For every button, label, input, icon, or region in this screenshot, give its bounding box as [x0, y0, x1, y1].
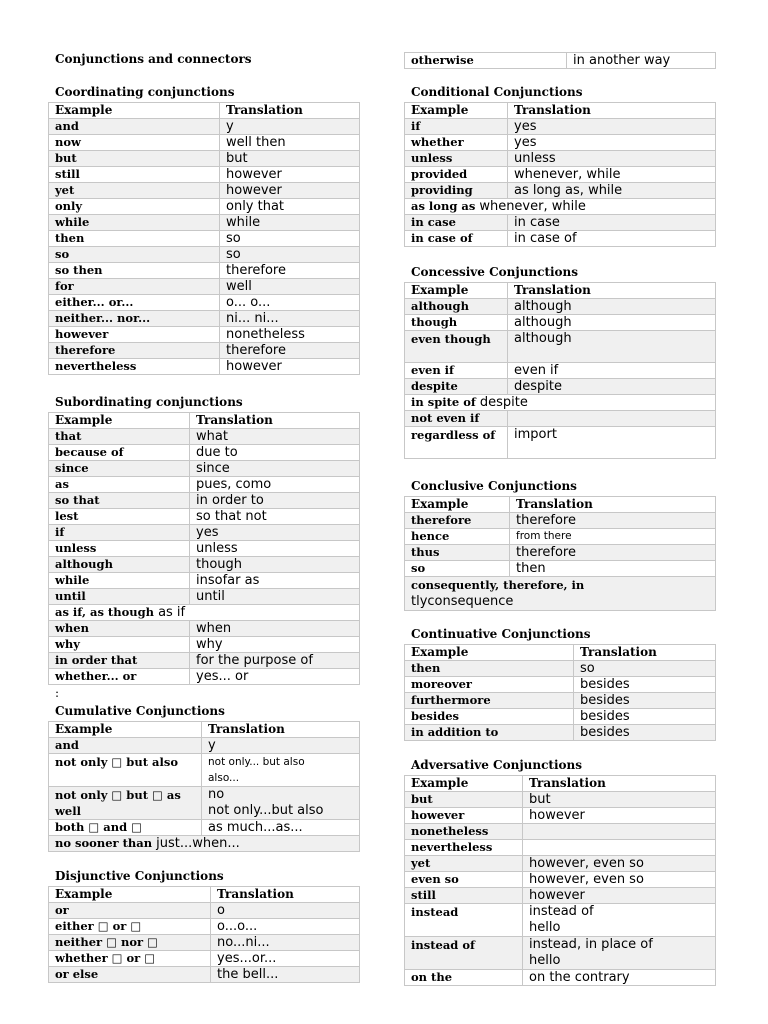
example-cell: despite [405, 379, 508, 395]
example-cell: on the [405, 970, 523, 986]
example-cell: neither... nor... [49, 311, 220, 327]
table-row [49, 935, 360, 951]
example-cell: since [49, 461, 190, 477]
concessive-table [404, 282, 716, 459]
subordinating-table [48, 412, 360, 685]
example-cell: yet [49, 183, 220, 199]
header-example: Example [49, 413, 190, 429]
table-row [405, 904, 716, 937]
cumulative-table [48, 721, 360, 852]
table-row [405, 299, 716, 315]
example-cell: either... or... [49, 295, 220, 311]
translation-cell [523, 840, 716, 856]
example-cell: in case of [405, 231, 508, 247]
translation-cell: the bell... [211, 967, 360, 983]
translation-cell: besides [574, 677, 716, 693]
translation-cell: but [523, 792, 716, 808]
table-row [405, 379, 716, 395]
translation-cell: import [508, 427, 716, 459]
example-cell: that [49, 429, 190, 445]
example-cell: now [49, 135, 220, 151]
table-row [49, 557, 360, 573]
table-row [49, 541, 360, 557]
table-row [49, 215, 360, 231]
table-header-row [405, 283, 716, 299]
header-translation: Translation [508, 283, 716, 299]
translation-cell: so [220, 247, 360, 263]
table-row [49, 653, 360, 669]
translation-cell: only that [220, 199, 360, 215]
translation-cell: so that not [190, 509, 360, 525]
table-row [49, 919, 360, 935]
example-cell: so then [49, 263, 220, 279]
example-cell: moreover [405, 677, 574, 693]
table-row [405, 363, 716, 379]
example-cell: in case [405, 215, 508, 231]
table-row [49, 167, 360, 183]
translation-cell [508, 411, 716, 427]
adversative-table [404, 775, 716, 986]
table-row [49, 509, 360, 525]
translation-cell: yes [508, 135, 716, 151]
table-row [49, 573, 360, 589]
translation-cell: therefore [220, 263, 360, 279]
continuative-table [404, 644, 716, 741]
translation-cell: o...o... [211, 919, 360, 935]
translation-cell: while [220, 215, 360, 231]
table-row [49, 605, 360, 621]
example-cell: not even if [405, 411, 508, 427]
conditional-table [404, 102, 716, 247]
example-cell: if [405, 119, 508, 135]
table-row [49, 311, 360, 327]
translation-cell: however [220, 183, 360, 199]
example-cell: both □ and □ [49, 820, 202, 836]
example-cell: while [49, 573, 190, 589]
table-row [49, 477, 360, 493]
otherwise-table [404, 52, 716, 69]
table-row [49, 820, 360, 836]
header-translation: Translation [202, 722, 360, 738]
translation-cell: until [190, 589, 360, 605]
adversative-title: Adversative Conjunctions [411, 758, 583, 772]
table-row [49, 738, 360, 754]
translation-cell: o... o... [220, 295, 360, 311]
example-cell: while [49, 215, 220, 231]
header-example: Example [49, 103, 220, 119]
translation-cell: nonetheless [220, 327, 360, 343]
example-cell: yet [405, 856, 523, 872]
table-row [405, 151, 716, 167]
example-cell: even so [405, 872, 523, 888]
example-cell: unless [405, 151, 508, 167]
table-row [49, 183, 360, 199]
example-cell: regardless of [405, 427, 508, 459]
translation-cell: but [220, 151, 360, 167]
translation-cell: why [190, 637, 360, 653]
translation-cell: however [220, 359, 360, 375]
translation-text: whenever, while [479, 199, 586, 214]
example-cell: not only □ but □ as well [49, 787, 202, 820]
table-header-row [49, 413, 360, 429]
table-row [405, 872, 716, 888]
header-translation: Translation [510, 497, 716, 513]
table-row [49, 247, 360, 263]
table-row [49, 754, 360, 787]
example-cell: so that [49, 493, 190, 509]
coordinating-title: Coordinating conjunctions [55, 85, 235, 99]
table-header-row [405, 497, 716, 513]
example-cell: in addition to [405, 725, 574, 741]
example-cell: neither □ nor □ [49, 935, 211, 951]
table-row [405, 856, 716, 872]
example-cell: furthermore [405, 693, 574, 709]
translation-cell: in case of [508, 231, 716, 247]
header-translation: Translation [574, 645, 716, 661]
translation-cell: therefore [220, 343, 360, 359]
example-cell: only [49, 199, 220, 215]
table-row [49, 669, 360, 685]
table-row [49, 445, 360, 461]
example-cell: then [405, 661, 574, 677]
table-row [405, 661, 716, 677]
table-row [49, 359, 360, 375]
table-row [405, 331, 716, 363]
translation-cell: so [574, 661, 716, 677]
example-cell: until [49, 589, 190, 605]
table-row [405, 427, 716, 459]
translation-text: just...when... [156, 836, 240, 851]
example-cell: thus [405, 545, 510, 561]
table-row [405, 315, 716, 331]
example-cell: and [49, 119, 220, 135]
example-cell: although [49, 557, 190, 573]
conditional-title: Conditional Conjunctions [411, 85, 583, 99]
table-row [49, 836, 360, 852]
example-cell: nevertheless [405, 840, 523, 856]
table-row [405, 709, 716, 725]
translation-cell: on the contrary [523, 970, 716, 986]
table-row [405, 725, 716, 741]
translation-cell: although [508, 315, 716, 331]
translation-cell: what [190, 429, 360, 445]
table-header-row [49, 103, 360, 119]
table-row [49, 903, 360, 919]
table-row [49, 343, 360, 359]
document-title: Conjunctions and connectors [55, 52, 252, 66]
example-cell: nevertheless [49, 359, 220, 375]
table-header-row [405, 776, 716, 792]
example-cell: because of [49, 445, 190, 461]
table-row [405, 231, 716, 247]
merged-cell [405, 199, 716, 215]
translation-cell: from there [510, 529, 716, 545]
merged-cell [49, 605, 360, 621]
example-cell: besides [405, 709, 574, 725]
table-row [49, 787, 360, 820]
example-cell: so [49, 247, 220, 263]
translation-cell: no...ni... [211, 935, 360, 951]
example-cell: though [405, 315, 508, 331]
translation-cell: whenever, while [508, 167, 716, 183]
example-text: consequently, therefore, in [411, 578, 585, 592]
example-cell: although [405, 299, 508, 315]
table-row [405, 545, 716, 561]
example-text: in spite of [411, 395, 476, 409]
table-header-row [49, 887, 360, 903]
translation-cell: besides [574, 725, 716, 741]
example-cell: why [49, 637, 190, 653]
table-row [405, 677, 716, 693]
example-cell: lest [49, 509, 190, 525]
example-cell: hence [405, 529, 510, 545]
translation-cell: even if [508, 363, 716, 379]
table-row [405, 888, 716, 904]
header-translation: Translation [508, 103, 716, 119]
example-cell: for [49, 279, 220, 295]
translation-cell: due to [190, 445, 360, 461]
translation-cell: in order to [190, 493, 360, 509]
table-row [405, 395, 716, 411]
table-row [405, 937, 716, 970]
example-cell: not only □ but also [49, 754, 202, 787]
table-row [405, 840, 716, 856]
translation-cell: well then [220, 135, 360, 151]
example-cell: still [49, 167, 220, 183]
translation-cell: ni... ni... [220, 311, 360, 327]
table-row [49, 135, 360, 151]
example-cell: so [405, 561, 510, 577]
translation-cell: yes...or... [211, 951, 360, 967]
header-translation: Translation [220, 103, 360, 119]
header-example: Example [49, 887, 211, 903]
disjunctive-title: Disjunctive Conjunctions [55, 869, 224, 883]
translation-cell: not only... but also also... [202, 754, 360, 787]
example-cell: whether □ or □ [49, 951, 211, 967]
table-row [49, 295, 360, 311]
translation-cell: in case [508, 215, 716, 231]
table-row [49, 493, 360, 509]
merged-cell [405, 577, 716, 611]
translation-cell: so [220, 231, 360, 247]
example-cell: either □ or □ [49, 919, 211, 935]
translation-cell: however [523, 808, 716, 824]
translation-cell: well [220, 279, 360, 295]
table-row [405, 577, 716, 611]
example-cell: even if [405, 363, 508, 379]
translation-cell: as much...as... [202, 820, 360, 836]
translation-cell: however, even so [523, 872, 716, 888]
continuative-title: Continuative Conjunctions [411, 627, 591, 641]
table-row [405, 167, 716, 183]
table-row [405, 529, 716, 545]
conclusive-title: Conclusive Conjunctions [411, 479, 577, 493]
coordinating-table [48, 102, 360, 375]
translation-text: tlyconsequence [411, 594, 514, 609]
translation-cell: unless [508, 151, 716, 167]
translation-cell: pues, como [190, 477, 360, 493]
table-row [405, 411, 716, 427]
translation-cell: then [510, 561, 716, 577]
translation-cell: besides [574, 693, 716, 709]
example-cell: then [49, 231, 220, 247]
table-row [49, 119, 360, 135]
translation-text: despite [479, 395, 528, 410]
table-header-row [405, 645, 716, 661]
example-cell: providing [405, 183, 508, 199]
example-cell: unless [49, 541, 190, 557]
translation-cell: no not only...but also [202, 787, 360, 820]
example-cell: instead of [405, 937, 523, 970]
translation-cell: as long as, while [508, 183, 716, 199]
translation-cell: instead, in place of hello [523, 937, 716, 970]
translation-cell: for the purpose of [190, 653, 360, 669]
example-cell: or else [49, 967, 211, 983]
header-translation: Translation [523, 776, 716, 792]
table-row [49, 151, 360, 167]
example-cell: or [49, 903, 211, 919]
example-cell: when [49, 621, 190, 637]
table-row [405, 183, 716, 199]
table-row [405, 513, 716, 529]
table-row [49, 231, 360, 247]
translation-cell: although [508, 331, 716, 363]
example-cell: provided [405, 167, 508, 183]
header-example: Example [405, 103, 508, 119]
translation-cell: therefore [510, 545, 716, 561]
header-example: Example [405, 283, 508, 299]
table-row [49, 199, 360, 215]
example-cell: if [49, 525, 190, 541]
translation-cell: however, even so [523, 856, 716, 872]
example-text: as long as [411, 199, 476, 213]
header-translation: Translation [190, 413, 360, 429]
translation-cell: y [220, 119, 360, 135]
translation-cell: since [190, 461, 360, 477]
translation-cell: though [190, 557, 360, 573]
merged-cell [405, 395, 716, 411]
example-cell: nonetheless [405, 824, 523, 840]
translation-cell: y [202, 738, 360, 754]
translation-cell [523, 824, 716, 840]
disjunctive-table [48, 886, 360, 983]
table-row [49, 951, 360, 967]
header-example: Example [405, 645, 574, 661]
translation-cell: in another way [567, 53, 716, 69]
table-row [405, 693, 716, 709]
table-row [405, 119, 716, 135]
translation-cell: therefore [510, 513, 716, 529]
stray-colon: : [55, 686, 60, 700]
example-cell: still [405, 888, 523, 904]
translation-cell: yes... or [190, 669, 360, 685]
table-row [49, 967, 360, 983]
cumulative-title: Cumulative Conjunctions [55, 704, 225, 718]
translation-cell: when [190, 621, 360, 637]
translation-cell: yes [190, 525, 360, 541]
table-row [49, 327, 360, 343]
table-header-row [405, 103, 716, 119]
merged-cell [49, 836, 360, 852]
example-cell: however [405, 808, 523, 824]
table-row [49, 589, 360, 605]
example-cell: however [49, 327, 220, 343]
example-cell: otherwise [405, 53, 567, 69]
example-cell: but [405, 792, 523, 808]
example-cell: therefore [49, 343, 220, 359]
subordinating-title: Subordinating conjunctions [55, 395, 243, 409]
translation-cell: besides [574, 709, 716, 725]
translation-cell: yes [508, 119, 716, 135]
conclusive-table [404, 496, 716, 611]
example-text: no sooner than [55, 836, 153, 850]
example-text: as if, as though [55, 605, 155, 619]
table-row [405, 199, 716, 215]
example-cell: but [49, 151, 220, 167]
translation-cell: however [523, 888, 716, 904]
translation-cell: although [508, 299, 716, 315]
concessive-title: Concessive Conjunctions [411, 265, 579, 279]
table-header-row [49, 722, 360, 738]
translation-cell: despite [508, 379, 716, 395]
table-row [405, 792, 716, 808]
table-row [49, 429, 360, 445]
example-cell: instead [405, 904, 523, 937]
translation-text: as if [158, 605, 186, 620]
table-row [405, 824, 716, 840]
table-row [405, 215, 716, 231]
translation-cell: however [220, 167, 360, 183]
translation-cell: instead of hello [523, 904, 716, 937]
table-row [49, 279, 360, 295]
example-cell: even though [405, 331, 508, 363]
example-cell: as [49, 477, 190, 493]
header-example: Example [405, 776, 523, 792]
table-row [49, 263, 360, 279]
header-example: Example [405, 497, 510, 513]
translation-cell: insofar as [190, 573, 360, 589]
translation-cell: unless [190, 541, 360, 557]
table-row [405, 808, 716, 824]
table-row [49, 525, 360, 541]
table-row [49, 461, 360, 477]
table-row [405, 970, 716, 986]
example-cell: therefore [405, 513, 510, 529]
example-cell: and [49, 738, 202, 754]
header-example: Example [49, 722, 202, 738]
translation-cell: o [211, 903, 360, 919]
example-cell: in order that [49, 653, 190, 669]
table-row [405, 135, 716, 151]
table-row [405, 53, 716, 69]
header-translation: Translation [211, 887, 360, 903]
example-cell: whether [405, 135, 508, 151]
table-row [405, 561, 716, 577]
table-row [49, 621, 360, 637]
example-cell: whether... or [49, 669, 190, 685]
table-row [49, 637, 360, 653]
